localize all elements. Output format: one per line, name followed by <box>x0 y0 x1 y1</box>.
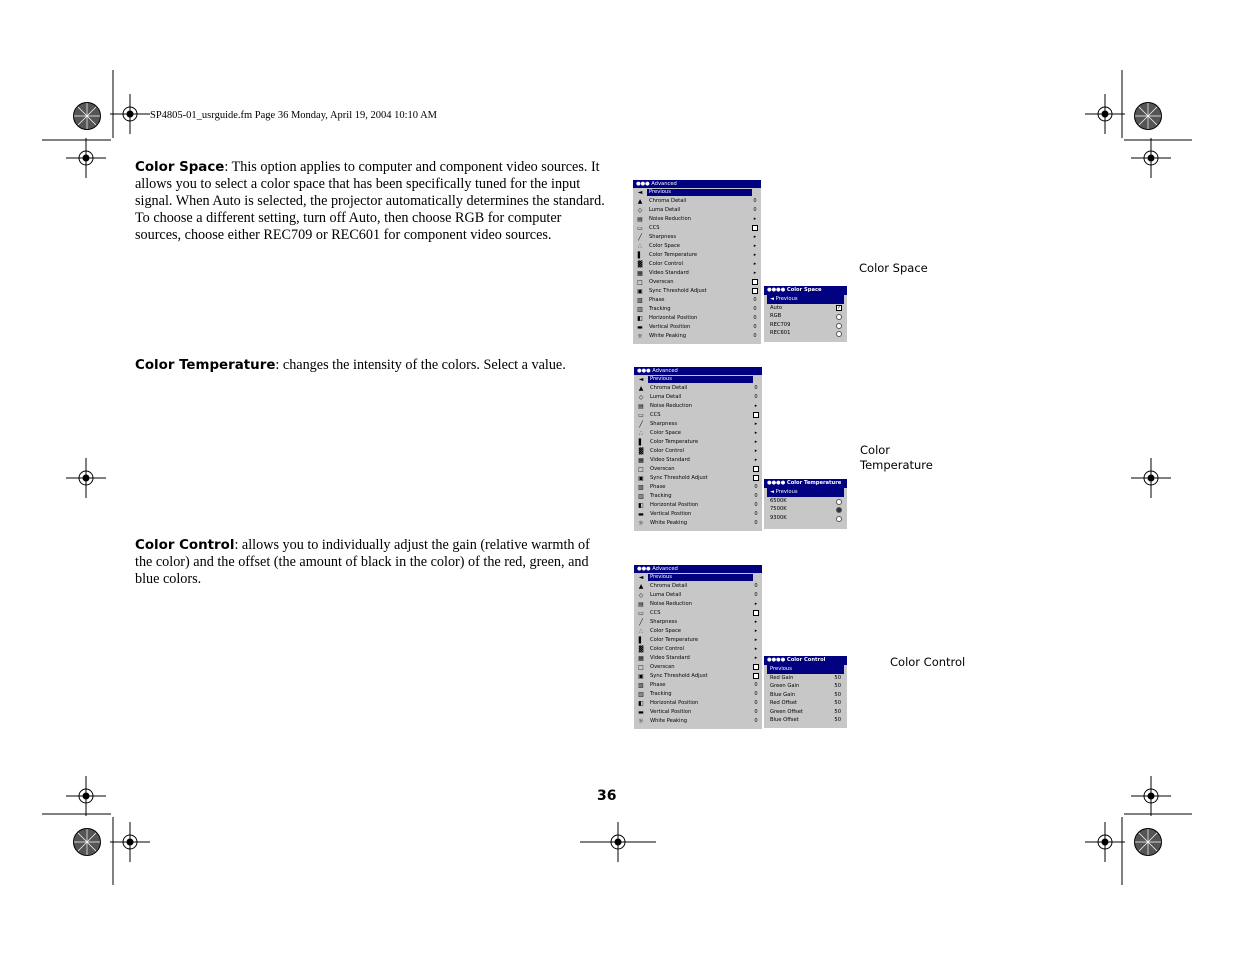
menu-item[interactable] <box>634 474 762 483</box>
menu-item-icon: ∴ <box>639 628 643 635</box>
menu-item-label: Phase <box>649 297 665 303</box>
menu-item[interactable] <box>633 323 761 332</box>
menu-item-label: White Peaking <box>650 718 688 724</box>
submenu-title: ●●●● Color Temperature <box>764 479 847 488</box>
menu-item-value: 0 <box>754 502 758 508</box>
menu-item[interactable] <box>634 519 762 528</box>
menu-item-icon: ▣ <box>638 673 644 680</box>
submenu-item[interactable] <box>764 514 847 523</box>
menu-item-label: Horizontal Position <box>650 700 699 706</box>
color-control-caption: Color Control <box>890 655 966 669</box>
menu-item[interactable] <box>634 591 762 600</box>
menu-item[interactable] <box>633 251 761 260</box>
submenu-item-value: 50 <box>834 717 841 723</box>
menu-item-label: Sharpness <box>650 619 678 625</box>
menu-item-icon: ◄ <box>637 189 643 196</box>
menu-item-label: Sharpness <box>650 421 678 427</box>
checkbox[interactable] <box>753 610 759 617</box>
menu-item-label: Noise Reduction <box>649 216 691 222</box>
menu-item-value: ▸ <box>754 439 758 445</box>
menu-item-icon: ╱ <box>639 421 643 428</box>
menu-item[interactable] <box>633 296 761 305</box>
menu-item[interactable] <box>634 483 762 492</box>
menu-item-label: Noise Reduction <box>650 601 692 607</box>
menu-item[interactable] <box>633 224 761 233</box>
registration-target <box>1085 94 1125 134</box>
menu-item-value: 0 <box>754 592 758 598</box>
registration-target <box>66 776 106 816</box>
menu-item-icon: ▥ <box>638 493 644 500</box>
menu-item-label: Color Space <box>650 628 682 634</box>
menu-item-value: 0 <box>754 709 758 715</box>
menu-item-label: Video Standard <box>650 655 690 661</box>
menu-item-icon: ▌ <box>638 439 644 446</box>
menu-item-label: Video Standard <box>649 270 689 276</box>
menu-item-value: 0 <box>754 511 758 517</box>
menu-title: ●●● Advanced <box>634 367 762 375</box>
menu-item-icon: ▦ <box>638 655 644 662</box>
menu-item-value: ▸ <box>753 216 757 222</box>
menu-item-icon: ▓ <box>637 261 643 268</box>
menu-item-icon: ◇ <box>638 592 644 599</box>
menu-item-icon: ▧ <box>638 682 644 689</box>
menu-item-icon: ▣ <box>638 475 644 482</box>
menu-item[interactable] <box>634 375 762 384</box>
menu-item-icon: ▌ <box>638 637 644 644</box>
color-temperature-description <box>135 357 605 374</box>
menu-item-value: 0 <box>754 394 758 400</box>
menu-item[interactable] <box>633 233 761 242</box>
menu-item-label: Vertical Position <box>650 511 692 517</box>
menu-item-label: Phase <box>650 484 666 490</box>
menu-item-icon: ☼ <box>638 718 644 725</box>
menu-item[interactable] <box>634 690 762 699</box>
menu-item[interactable] <box>634 384 762 393</box>
menu-item-label: Color Control <box>650 448 684 454</box>
advanced-menu <box>634 565 762 729</box>
menu-item[interactable] <box>633 260 761 269</box>
submenu-item[interactable] <box>764 497 847 506</box>
menu-item-label: Video Standard <box>650 457 690 463</box>
menu-item-value: 0 <box>754 385 758 391</box>
menu-item-label: Overscan <box>650 466 675 472</box>
menu-item-icon: ╱ <box>638 234 642 241</box>
menu-item-label: Color Temperature <box>650 439 699 445</box>
menu-item-icon: ▦ <box>638 457 644 464</box>
menu-title: ●●● Advanced <box>633 180 761 188</box>
submenu-item[interactable] <box>764 674 847 683</box>
submenu-item[interactable] <box>764 691 847 700</box>
menu-item-icon: ▲ <box>638 583 644 590</box>
submenu-item[interactable] <box>764 329 847 338</box>
menu-item-label: Luma Detail <box>649 207 681 213</box>
caption-line: Temperature <box>860 458 933 472</box>
color-space-submenu <box>764 286 847 342</box>
submenu-item[interactable] <box>764 716 847 725</box>
menu-item[interactable] <box>633 287 761 296</box>
color-space-term: Color Space <box>135 160 225 175</box>
menu-item-icon: ▦ <box>637 270 643 277</box>
menu-item-label: Color Temperature <box>649 252 698 258</box>
menu-item-icon: ☼ <box>638 520 644 527</box>
submenu-item[interactable] <box>764 708 847 717</box>
color-control-description <box>135 537 605 588</box>
submenu-item-label: Previous <box>767 665 844 674</box>
menu-item[interactable] <box>634 654 762 663</box>
menu-item-value: 0 <box>754 520 758 526</box>
submenu-item[interactable] <box>764 321 847 330</box>
submenu-item-label: RGB <box>770 313 782 319</box>
menu-item-value: ▸ <box>754 457 758 463</box>
checkbox[interactable] <box>753 664 759 671</box>
submenu-item-label: ◄ Previous <box>767 295 844 304</box>
menu-item-value: 0 <box>753 333 757 339</box>
menu-title: ●●● Advanced <box>634 565 762 573</box>
menu-item-label: CCS <box>650 610 661 616</box>
submenu-item-label: Green Offset <box>770 708 803 715</box>
menu-item-icon: ▥ <box>637 306 643 313</box>
menu-item-label: Tracking <box>650 493 672 499</box>
menu-item-value: ▸ <box>753 252 757 258</box>
menu-item-label: Overscan <box>649 279 674 285</box>
menu-item-label: Sync Threshold Adjust <box>650 673 708 679</box>
color-temperature-term: Color Temperature <box>135 358 276 373</box>
color-space-description <box>135 159 605 244</box>
menu-item[interactable] <box>633 215 761 224</box>
menu-item-value: ▸ <box>753 261 757 267</box>
checkbox[interactable] <box>752 279 758 286</box>
menu-item-icon: ◇ <box>638 394 644 401</box>
menu-item[interactable] <box>633 332 761 341</box>
menu-item-icon: ▭ <box>638 610 644 617</box>
menu-item-label: Color Temperature <box>650 637 699 643</box>
starburst-target <box>1133 101 1163 131</box>
menu-item-label: Tracking <box>650 691 672 697</box>
menu-item-value: ▸ <box>754 619 758 625</box>
menu-item[interactable] <box>634 636 762 645</box>
menu-item-value: 0 <box>753 324 757 330</box>
menu-item-icon: ▧ <box>637 297 643 304</box>
submenu-item-label: 6500K <box>770 497 787 504</box>
menu-item[interactable] <box>634 681 762 690</box>
page-number: 36 <box>597 788 617 804</box>
submenu-item-label: Blue Gain <box>770 691 796 698</box>
menu-item[interactable] <box>634 708 762 717</box>
checkbox[interactable] <box>753 412 759 419</box>
menu-item-icon: ◧ <box>638 700 644 707</box>
menu-item-label: Overscan <box>650 664 675 670</box>
menu-item-icon: ◄ <box>638 376 644 383</box>
menu-item-icon: ▤ <box>638 403 644 410</box>
submenu-item-label: Auto <box>770 304 783 311</box>
menu-item[interactable] <box>633 305 761 314</box>
menu-item[interactable] <box>634 411 762 420</box>
menu-item-icon: ▬ <box>637 324 643 331</box>
menu-item-value <box>752 189 758 196</box>
menu-item[interactable] <box>634 672 762 681</box>
menu-item-value: ▸ <box>754 637 758 643</box>
menu-item-label: Chroma Detail <box>649 198 687 204</box>
submenu-item-label: ◄ Previous <box>767 488 844 497</box>
menu-item[interactable] <box>633 206 761 215</box>
menu-item-label: Chroma Detail <box>650 385 688 391</box>
color-control-term: Color Control <box>135 538 235 553</box>
submenu-item-value: 50 <box>834 683 841 689</box>
menu-item[interactable] <box>634 420 762 429</box>
menu-item[interactable] <box>634 699 762 708</box>
menu-item-value: ▸ <box>753 270 757 276</box>
menu-item-icon: ▤ <box>638 601 644 608</box>
menu-item-icon: □ <box>638 466 644 473</box>
menu-item-value: ▸ <box>754 601 758 607</box>
menu-item[interactable] <box>633 278 761 287</box>
menu-item-icon: ╱ <box>639 619 643 626</box>
radio-icon <box>836 516 842 524</box>
menu-item-value: 0 <box>754 691 758 697</box>
radio-icon <box>836 331 842 339</box>
menu-item-value: 0 <box>753 198 757 204</box>
menu-item-icon: ▲ <box>638 385 644 392</box>
menu-item-icon: ▬ <box>638 709 644 716</box>
menu-item-icon: ▧ <box>638 484 644 491</box>
menu-item[interactable] <box>634 618 762 627</box>
menu-item-label: Vertical Position <box>650 709 692 715</box>
menu-item-value: 0 <box>754 484 758 490</box>
menu-item[interactable] <box>634 573 762 582</box>
registration-target <box>110 94 150 134</box>
menu-item-value: ▸ <box>753 234 757 240</box>
menu-item-value: ▸ <box>754 403 758 409</box>
submenu-item[interactable] <box>764 304 847 313</box>
advanced-menu <box>634 367 762 531</box>
menu-item-label: Chroma Detail <box>650 583 688 589</box>
menu-item-label: Previous <box>647 189 752 196</box>
submenu-item-value: 50 <box>834 700 841 706</box>
menu-item[interactable] <box>633 314 761 323</box>
menu-item-label: Sync Threshold Adjust <box>649 288 707 294</box>
menu-item-value: ▸ <box>754 628 758 634</box>
submenu-item-label: Green Gain <box>770 683 800 689</box>
menu-item-icon: ▌ <box>637 252 643 259</box>
checkbox[interactable] <box>753 466 759 473</box>
submenu-item-label: REC709 <box>770 321 791 328</box>
submenu-item-value: 50 <box>834 708 841 715</box>
caption-line: Color <box>860 443 891 457</box>
registration-target <box>66 458 106 498</box>
checkbox[interactable] <box>753 475 759 482</box>
menu-item-label: Color Control <box>650 646 684 652</box>
menu-item-value <box>753 574 759 581</box>
menu-item-label: Color Space <box>650 430 682 436</box>
menu-item-value: 0 <box>753 306 757 312</box>
submenu-title: ●●●● Color Control <box>764 656 847 665</box>
menu-item[interactable] <box>634 456 762 465</box>
menu-item[interactable] <box>634 717 762 726</box>
menu-item[interactable] <box>634 582 762 591</box>
color-temperature-caption <box>860 443 933 473</box>
menu-item-icon: ▥ <box>638 691 644 698</box>
previous-item[interactable] <box>764 488 847 497</box>
menu-item[interactable] <box>634 501 762 510</box>
menu-item[interactable] <box>633 188 761 197</box>
submenu-item-label: 9300K <box>770 514 787 521</box>
submenu-item-label: Red Gain <box>770 674 794 681</box>
menu-item[interactable] <box>634 447 762 456</box>
color-space-body: : This option applies to computer and component video sources. It allows you to select a color space that has been specifically tuned for the input signal. When Auto is selected, the projector automatically determines the standard. To choose a different setting, turn off Auto, then choose RGB for computer sources, choose either REC709 or REC601 for component video sources. <box>135 159 605 243</box>
menu-item-value: 0 <box>753 207 757 213</box>
menu-item-label: CCS <box>650 412 661 418</box>
color-control-submenu <box>764 656 847 728</box>
menu-item-value: ▸ <box>754 421 758 427</box>
menu-item-value: 0 <box>754 718 758 724</box>
registration-target <box>1131 458 1171 498</box>
menu-item-value: 0 <box>753 315 757 321</box>
menu-item[interactable] <box>634 609 762 618</box>
submenu-item-label: Red Offset <box>770 700 798 706</box>
menu-item-label: Vertical Position <box>649 324 691 330</box>
menu-item[interactable] <box>634 393 762 402</box>
menu-item-label: Sync Threshold Adjust <box>650 475 708 481</box>
menu-item[interactable] <box>634 438 762 447</box>
menu-item[interactable] <box>633 242 761 251</box>
menu-item-label: Luma Detail <box>650 592 682 598</box>
previous-item[interactable] <box>764 665 847 674</box>
menu-item-value: ▸ <box>754 430 758 436</box>
menu-item[interactable] <box>634 492 762 501</box>
registration-target <box>1085 822 1125 862</box>
menu-item-icon: □ <box>638 664 644 671</box>
menu-item-label: Horizontal Position <box>650 502 699 508</box>
checkbox[interactable] <box>752 288 758 295</box>
submenu-item[interactable] <box>764 312 847 321</box>
menu-item-value: 0 <box>754 493 758 499</box>
menu-item[interactable] <box>634 645 762 654</box>
menu-item-icon: ◧ <box>637 315 643 322</box>
menu-item-icon: ☼ <box>637 333 643 340</box>
submenu-item-label: 7500K <box>770 506 787 512</box>
menu-item-icon: ▓ <box>638 646 644 653</box>
menu-item-value: ▸ <box>753 243 757 249</box>
menu-item-value: ▸ <box>754 646 758 652</box>
submenu-item[interactable] <box>764 505 847 514</box>
file-header: SP4805-01_usrguide.fm Page 36 Monday, April 19, 2004 10:10 AM <box>150 110 438 121</box>
submenu-item[interactable] <box>764 682 847 691</box>
submenu-item-value: 50 <box>834 691 841 698</box>
menu-item-icon: □ <box>637 279 643 286</box>
registration-target <box>66 138 106 178</box>
registration-target <box>1131 776 1171 816</box>
menu-item[interactable] <box>633 197 761 206</box>
menu-item-value <box>753 376 759 383</box>
menu-item-icon: ▣ <box>637 288 643 295</box>
menu-item-label: Luma Detail <box>650 394 682 400</box>
checkbox[interactable] <box>752 225 758 232</box>
menu-item-icon: ▤ <box>637 216 643 223</box>
submenu-item-label: Blue Offset <box>770 717 799 723</box>
menu-item-icon: ◄ <box>638 574 644 581</box>
menu-item-icon: ▭ <box>638 412 644 419</box>
menu-item-label: Color Space <box>649 243 681 249</box>
starburst-target <box>1133 827 1163 857</box>
menu-item-icon: ▲ <box>637 198 643 205</box>
starburst-target <box>72 101 102 131</box>
submenu-title: ●●●● Color Space <box>764 286 847 295</box>
color-space-caption: Color Space <box>859 261 928 275</box>
submenu-item-label: REC601 <box>770 330 791 336</box>
menu-item[interactable] <box>634 627 762 636</box>
menu-item-value: 0 <box>754 682 758 688</box>
submenu-item-value: 50 <box>834 674 841 681</box>
menu-item-value: 0 <box>753 297 757 303</box>
registration-target <box>1131 138 1171 178</box>
menu-item[interactable] <box>634 510 762 519</box>
menu-item[interactable] <box>634 465 762 474</box>
menu-item-label: Tracking <box>649 306 671 312</box>
previous-item[interactable] <box>764 295 847 304</box>
menu-item-label: CCS <box>649 225 660 231</box>
menu-item-label: Previous <box>648 574 753 581</box>
registration-target <box>580 822 656 862</box>
check-icon: ✓ <box>837 304 842 311</box>
menu-item-icon: ∴ <box>639 430 643 437</box>
menu-item-icon: ▭ <box>637 225 643 232</box>
menu-item-value: 0 <box>754 583 758 589</box>
menu-item-label: Sharpness <box>649 234 677 240</box>
submenu-item[interactable] <box>764 699 847 708</box>
menu-item[interactable] <box>634 663 762 672</box>
menu-item-label: White Peaking <box>650 520 688 526</box>
registration-target <box>110 822 150 862</box>
color-control-body: : allows you to individually adjust the gain (relative warmth of the color) and the offset (the amount of black in the color) of the red, green, and blue colors. <box>135 537 590 587</box>
color-temperature-body: : changes the intensity of the colors. Select a value. <box>275 357 566 373</box>
menu-item-icon: ∴ <box>638 243 642 250</box>
menu-item-icon: ▓ <box>638 448 644 455</box>
menu-item[interactable] <box>634 402 762 411</box>
menu-item-icon: ▬ <box>638 511 644 518</box>
menu-item-label: Previous <box>648 376 753 383</box>
menu-item-label: Phase <box>650 682 666 688</box>
menu-item-label: Color Control <box>649 261 683 267</box>
menu-item[interactable] <box>634 429 762 438</box>
menu-item-value: ▸ <box>754 448 758 454</box>
menu-item-label: Horizontal Position <box>649 315 698 321</box>
checkbox[interactable] <box>753 673 759 680</box>
menu-item-icon: ◇ <box>637 207 643 214</box>
advanced-menu <box>633 180 761 344</box>
menu-item-icon: ◧ <box>638 502 644 509</box>
menu-item-label: Noise Reduction <box>650 403 692 409</box>
menu-item[interactable] <box>634 600 762 609</box>
menu-item[interactable] <box>633 269 761 278</box>
menu-item-value: ▸ <box>754 655 758 661</box>
menu-item-value: 0 <box>754 700 758 706</box>
menu-item-label: White Peaking <box>649 333 687 339</box>
color-temperature-submenu <box>764 479 847 529</box>
starburst-target <box>72 827 102 857</box>
